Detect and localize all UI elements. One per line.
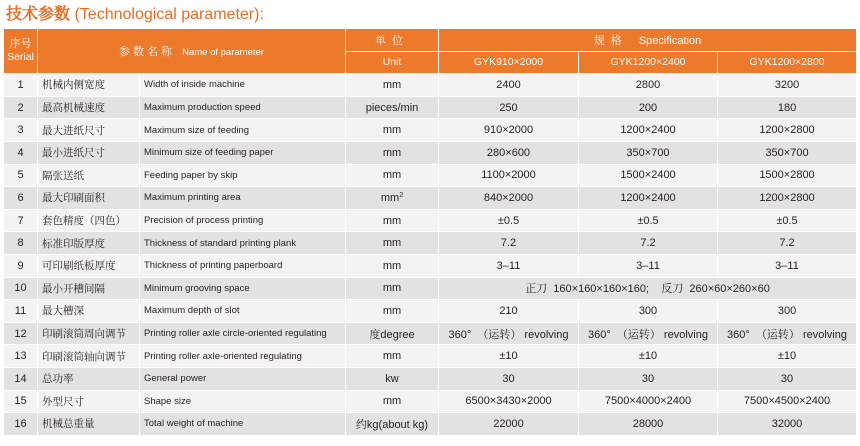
row-value-2: 200 — [579, 96, 718, 119]
table-row — [4, 277, 857, 300]
row-serial: 4 — [4, 141, 38, 164]
row-value-3: 300 — [718, 300, 857, 323]
row-value-2: 1200×2400 — [579, 119, 718, 142]
row-value-3: ±0.5 — [718, 209, 857, 232]
row-value-3: 1200×2800 — [718, 187, 857, 210]
row-name-zh: 总功率 — [38, 367, 140, 390]
row-name-en: Shape size — [140, 390, 346, 413]
row-serial: 9 — [4, 254, 38, 277]
row-name-en: Feeding paper by skip — [140, 164, 346, 187]
header-serial-en: Serial — [7, 51, 34, 64]
row-value-1: 840×2000 — [439, 187, 579, 210]
row-unit — [346, 96, 439, 119]
header-model-2: GYK1200×2400 — [579, 51, 718, 74]
row-name-en: Minimum size of feeding paper — [140, 141, 346, 164]
header-spec-en: Specification — [638, 34, 702, 47]
row-name-zh: 最小进纸尺寸 — [38, 141, 140, 164]
row-value-3: 350×700 — [718, 141, 857, 164]
row-value-1: 7.2 — [439, 232, 579, 255]
row-name-en: Width of inside machine — [140, 74, 346, 97]
row-value-3: 3200 — [718, 74, 857, 97]
table-row — [4, 209, 857, 232]
row-unit — [346, 322, 439, 345]
header-spec — [439, 29, 857, 52]
row-value-2: 7.2 — [579, 232, 718, 255]
row-unit — [346, 74, 439, 97]
header-unit-zh: 单位 — [375, 34, 409, 47]
row-unit — [346, 367, 439, 390]
table-row — [4, 96, 857, 119]
page-title-en: (Technological parameter): — [70, 6, 264, 23]
table-row — [4, 300, 857, 323]
row-unit-text: mm — [382, 350, 402, 363]
table-row — [4, 254, 857, 277]
row-name-en: Minimum grooving space — [140, 277, 346, 300]
row-value-1: 1100×2000 — [439, 164, 579, 187]
row-unit-text: mm — [382, 304, 402, 317]
header-param — [38, 29, 346, 74]
row-unit-text: 度degree — [369, 328, 415, 341]
row-unit-text: mm — [382, 237, 402, 250]
row-value-3: 1200×2800 — [718, 119, 857, 142]
row-unit — [346, 141, 439, 164]
row-name-en: Printing roller axle circle-oriented regulating — [140, 322, 346, 345]
row-unit — [346, 119, 439, 142]
row-value-2: 28000 — [579, 413, 718, 436]
row-value-2: ±10 — [579, 345, 718, 368]
row-name-en: Printing roller axle-oriented regulating — [140, 345, 346, 368]
row-value-1: 360° （运转） revolving — [439, 322, 579, 345]
header-param-en: Name of parameter — [182, 47, 264, 59]
row-name-zh: 最大槽深 — [38, 300, 140, 323]
row-value-2: 3–11 — [579, 254, 718, 277]
row-serial: 13 — [4, 345, 38, 368]
row-unit — [346, 390, 439, 413]
header-unit-en: Unit — [346, 51, 439, 74]
row-name-zh: 最小开槽间隔 — [38, 277, 140, 300]
row-value-span: 正刀 160×160×160×160; 反刀 260×60×260×60 — [439, 277, 857, 300]
page-title — [6, 3, 264, 25]
header-param-zh: 参数名称 — [119, 46, 176, 59]
row-unit-text: mm — [382, 214, 402, 227]
row-serial: 11 — [4, 300, 38, 323]
row-unit — [346, 209, 439, 232]
row-unit — [346, 300, 439, 323]
row-serial: 14 — [4, 367, 38, 390]
row-name-en: Thickness of printing paperboard — [140, 254, 346, 277]
row-name-en: General power — [140, 367, 346, 390]
row-name-en: Precision of process printing — [140, 209, 346, 232]
row-value-1: 3–11 — [439, 254, 579, 277]
row-value-3: 7.2 — [718, 232, 857, 255]
row-serial: 8 — [4, 232, 38, 255]
row-serial: 2 — [4, 96, 38, 119]
row-name-zh: 套色精度（四色） — [38, 209, 140, 232]
table-row — [4, 232, 857, 255]
table-row — [4, 345, 857, 368]
row-name-zh: 最大印刷面积 — [38, 187, 140, 210]
row-value-2: ±0.5 — [579, 209, 718, 232]
row-unit-text: 约kg(about kg) — [355, 418, 429, 431]
spec-table — [3, 28, 857, 436]
row-unit — [346, 413, 439, 436]
row-value-2: 2800 — [579, 74, 718, 97]
row-value-1: 2400 — [439, 74, 579, 97]
row-unit-text: mm — [382, 146, 402, 159]
row-name-zh: 印刷滚筒轴向调节 — [38, 345, 140, 368]
row-name-zh: 隔张送纸 — [38, 164, 140, 187]
row-serial: 3 — [4, 119, 38, 142]
row-value-3: 7500×4500×2400 — [718, 390, 857, 413]
row-unit-text: mm — [382, 169, 402, 182]
row-name-zh: 最高机械速度 — [38, 96, 140, 119]
row-unit-text: mm — [382, 282, 402, 295]
row-unit-superscript: 2 — [399, 191, 404, 199]
row-serial: 15 — [4, 390, 38, 413]
row-unit — [346, 232, 439, 255]
row-value-2: 1200×2400 — [579, 187, 718, 210]
row-unit — [346, 277, 439, 300]
row-value-2: 360° （运转） revolving — [579, 322, 718, 345]
row-value-1: 210 — [439, 300, 579, 323]
row-value-1: 280×600 — [439, 141, 579, 164]
table-row — [4, 187, 857, 210]
page-title-zh: 技术参数 — [6, 4, 71, 23]
row-unit — [346, 164, 439, 187]
row-value-1: 6500×3430×2000 — [439, 390, 579, 413]
header-unit-zh-cell — [346, 29, 439, 52]
row-name-zh: 最大进纸尺寸 — [38, 119, 140, 142]
table-row — [4, 164, 857, 187]
row-name-zh: 印刷滚筒周向调节 — [38, 322, 140, 345]
row-name-zh: 机械总重量 — [38, 413, 140, 436]
row-value-2: 350×700 — [579, 141, 718, 164]
row-serial: 10 — [4, 277, 38, 300]
row-name-zh: 标准印版厚度 — [38, 232, 140, 255]
row-serial: 6 — [4, 187, 38, 210]
header-serial — [4, 29, 38, 74]
row-value-1: ±0.5 — [439, 209, 579, 232]
row-unit-text: mm — [380, 191, 400, 204]
header-model-1: GYK910×2000 — [439, 51, 579, 74]
row-name-en: Maximum size of feeding — [140, 119, 346, 142]
row-value-3: ±10 — [718, 345, 857, 368]
row-value-1: 22000 — [439, 413, 579, 436]
row-unit — [346, 254, 439, 277]
row-value-1: 910×2000 — [439, 119, 579, 142]
row-name-en: Maximum production speed — [140, 96, 346, 119]
table-row — [4, 322, 857, 345]
spec-table-body — [4, 74, 857, 436]
row-unit-text: mm — [382, 259, 402, 272]
row-name-zh: 机械内侧宽度 — [38, 74, 140, 97]
row-value-3: 32000 — [718, 413, 857, 436]
row-value-2: 7500×4000×2400 — [579, 390, 718, 413]
table-row — [4, 74, 857, 97]
header-model-3: GYK1200×2800 — [718, 51, 857, 74]
row-value-2: 30 — [579, 367, 718, 390]
table-row — [4, 141, 857, 164]
row-unit-text: mm — [382, 124, 402, 137]
row-name-en: Maximum depth of slot — [140, 300, 346, 323]
row-unit — [346, 187, 439, 210]
table-row — [4, 119, 857, 142]
row-value-3: 180 — [718, 96, 857, 119]
row-unit — [346, 345, 439, 368]
row-value-3: 30 — [718, 367, 857, 390]
row-unit-text: mm — [382, 395, 402, 408]
row-name-en: Total weight of machine — [140, 413, 346, 436]
table-row — [4, 413, 857, 436]
row-value-1: ±10 — [439, 345, 579, 368]
row-value-3: 3–11 — [718, 254, 857, 277]
table-row — [4, 390, 857, 413]
row-unit-text: mm — [382, 78, 402, 91]
row-serial: 7 — [4, 209, 38, 232]
row-value-2: 300 — [579, 300, 718, 323]
row-value-3: 360° （运转） revolving — [718, 322, 857, 345]
row-serial: 16 — [4, 413, 38, 436]
header-serial-zh: 序号 — [9, 38, 32, 51]
header-spec-zh: 规格 — [593, 34, 628, 47]
row-unit-text: kw — [385, 372, 399, 385]
row-name-en: Maximum printing area — [140, 187, 346, 210]
row-serial: 1 — [4, 74, 38, 97]
row-value-2: 1500×2400 — [579, 164, 718, 187]
table-row — [4, 367, 857, 390]
row-name-zh: 外型尺寸 — [38, 390, 140, 413]
row-unit-text: pieces/min — [365, 101, 419, 114]
row-value-1: 30 — [439, 367, 579, 390]
row-value-1: 250 — [439, 96, 579, 119]
row-value-3: 1500×2800 — [718, 164, 857, 187]
row-serial: 5 — [4, 164, 38, 187]
row-name-zh: 可印刷纸板厚度 — [38, 254, 140, 277]
row-name-en: Thickness of standard printing plank — [140, 232, 346, 255]
row-serial: 12 — [4, 322, 38, 345]
